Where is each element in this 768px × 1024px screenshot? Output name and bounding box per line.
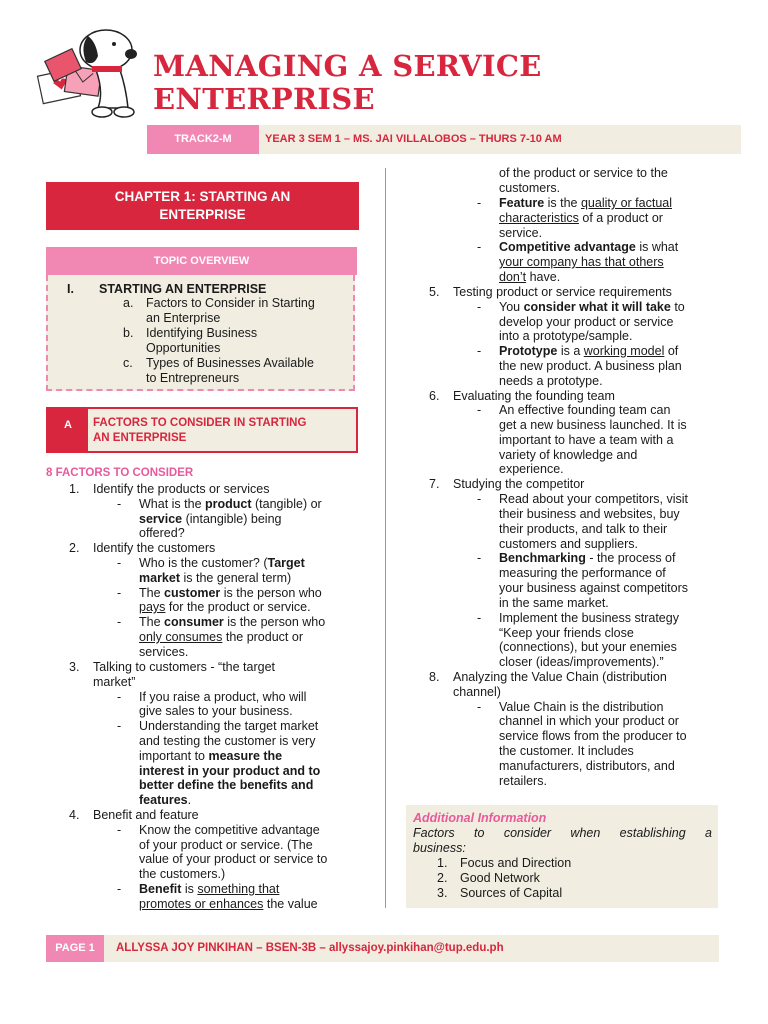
list-item: Identify the products or services (93, 482, 270, 496)
list-number: 7. (429, 477, 440, 491)
list-text: The consumer is the person who (139, 615, 326, 629)
list-text: Competitive advantage is what (499, 240, 679, 254)
list-text: important to measure the (139, 749, 283, 763)
list-text: Prototype is a working model of (499, 344, 679, 358)
page-number: PAGE 1 (46, 935, 104, 962)
bullet-dash: - (477, 700, 482, 714)
list-text: only consumes the product or (139, 630, 303, 644)
list-text: variety of knowledge and (499, 448, 638, 462)
list-text: manufacturers, distributors, and (499, 759, 675, 773)
list-text: (connections), but your enemies (499, 640, 677, 654)
title-line-2: ENTERPRISE (153, 82, 375, 116)
track-tag: TRACK2-M (147, 125, 259, 154)
list-item: Focus and Direction (460, 856, 572, 870)
list-number: 4. (69, 808, 80, 822)
bullet-dash: - (477, 300, 482, 314)
list-text: channel in which your product or (499, 714, 679, 728)
list-item: Identify the customers (93, 541, 216, 555)
list-text: give sales to your business. (139, 704, 293, 718)
bullet-dash: - (117, 586, 122, 600)
overview-subitem-text: Types of Businesses Available (146, 356, 314, 370)
list-text: of the product or service to the (499, 166, 668, 180)
bullet-dash: - (477, 492, 482, 506)
list-text: interest in your product and to (139, 764, 321, 778)
section-label: FACTORS TO CONSIDER IN STARTING AN ENTERPRISE (93, 417, 307, 444)
list-text: measuring the performance of (499, 566, 666, 580)
list-item: channel) (453, 685, 501, 699)
list-item: Talking to customers - “the target (93, 660, 276, 674)
list-text: services. (139, 645, 189, 659)
list-text: Know the competitive advantage (139, 823, 320, 837)
list-text: An effective founding team can (499, 403, 671, 417)
title-line-1: MANAGING A SERVICE (153, 49, 542, 83)
list-item: Good Network (460, 871, 540, 885)
list-text: customers and suppliers. (499, 537, 638, 551)
list-text: Read about your competitors, visit (499, 492, 688, 506)
list-item: Studying the competitor (453, 477, 585, 491)
list-text: Benchmarking - the process of (499, 551, 676, 565)
overview-subitem-text: an Enterprise (146, 311, 221, 325)
overview-subitem-text: Factors to Consider in Starting (146, 296, 315, 310)
bullet-dash: - (117, 690, 122, 704)
list-number: 3. (69, 660, 80, 674)
column-divider (385, 168, 386, 908)
list-text: Feature is the quality or factual (499, 196, 673, 210)
bullet-dash: - (117, 615, 122, 629)
list-text: better define the benefits and (139, 778, 314, 792)
list-number: 8. (429, 670, 440, 684)
list-text: Implement the business strategy (499, 611, 679, 625)
list-text: and testing the customer is very (139, 734, 316, 748)
list-text: If you raise a product, who will (139, 690, 307, 704)
list-text: Who is the customer? (Target (139, 556, 305, 570)
author-info: ALLYSSA JOY PINKIHAN – BSEN-3B – allyssajoy.pinkihan@tup.edu.ph (116, 942, 504, 954)
list-text: You consider what it will take to (499, 300, 685, 314)
list-text: develop your product or service (499, 315, 674, 329)
list-text: needs a prototype. (499, 374, 603, 388)
list-text: service. (499, 226, 543, 240)
list-text: market is the general term) (139, 571, 292, 585)
list-text: the customers.) (139, 867, 226, 881)
overview-subitem-letter: c. (123, 356, 133, 370)
overview-subitem-letter: a. (123, 296, 134, 310)
list-item: Testing product or service requirements (453, 285, 672, 299)
list-number: 1. (437, 856, 448, 870)
overview-item-number: I. (67, 282, 74, 296)
list-text: “Keep your friends close (499, 626, 634, 640)
list-text: their business and websites, buy (499, 507, 680, 521)
chapter-title (46, 182, 359, 230)
list-text: your company has that others (499, 255, 664, 269)
list-text: Benefit is something that (139, 882, 280, 896)
list-number: 2. (69, 541, 80, 555)
list-text: Understanding the target market (139, 719, 319, 733)
list-text: their products, and talk to their (499, 522, 668, 536)
list-text: experience. (499, 462, 564, 476)
list-item: Evaluating the founding team (453, 389, 615, 403)
bullet-dash: - (117, 497, 122, 511)
list-text: retailers. (499, 774, 547, 788)
list-text: your business against competitors (499, 581, 688, 595)
list-text: customers. (499, 181, 561, 195)
list-text: features. (139, 793, 192, 807)
chapter-title-line-2: ENTERPRISE (159, 207, 246, 222)
list-item: market” (93, 675, 136, 689)
overview-subitem-text: to Entrepreneurs (146, 371, 240, 385)
bullet-dash: - (477, 403, 482, 417)
section-letter: A (48, 409, 88, 451)
list-text: service flows from the producer to (499, 729, 687, 743)
document-title (153, 50, 713, 116)
overview-item-title: STARTING AN ENTERPRISE (99, 282, 267, 296)
list-text: The customer is the person who (139, 586, 322, 600)
list-text: promotes or enhances the value (139, 897, 318, 911)
list-text: service (intangible) being (139, 512, 282, 526)
overview-subitem-letter: b. (123, 326, 134, 340)
list-text: into a prototype/sample. (499, 329, 633, 343)
course-info: YEAR 3 SEM 1 – MS. JAI VILLALOBOS – THURS 7-10 AM (265, 133, 562, 145)
overview-subitem-text: Opportunities (146, 341, 221, 355)
additional-info-title: Additional Information (413, 811, 547, 825)
list-text: value of your product or service to (139, 852, 328, 866)
list-item: Benefit and feature (93, 808, 199, 822)
additional-info-intro: business: (413, 841, 466, 855)
bullet-dash: - (477, 344, 482, 358)
bullet-dash: - (477, 611, 482, 625)
bullet-dash: - (477, 240, 482, 254)
additional-info-intro: Factors to consider when establishing a (413, 826, 712, 840)
list-item: Sources of Capital (460, 886, 563, 900)
list-text: the customer. It includes (499, 744, 634, 758)
bullet-dash: - (117, 556, 122, 570)
list-text: of your product or service. (The (139, 838, 313, 852)
list-item: Analyzing the Value Chain (distribution (453, 670, 667, 684)
bullet-dash: - (117, 823, 122, 837)
factors-heading: 8 FACTORS TO CONSIDER (46, 467, 194, 479)
snoopy-letters-illustration (36, 14, 146, 120)
list-number: 1. (69, 482, 80, 496)
list-text: Value Chain is the distribution (499, 700, 664, 714)
bullet-dash: - (477, 196, 482, 210)
list-text: pays for the product or service. (139, 600, 311, 614)
list-number: 3. (437, 886, 448, 900)
list-text: the new product. A business plan (499, 359, 682, 373)
list-text: closer (ideas/improvements).” (499, 655, 664, 669)
list-number: 2. (437, 871, 448, 885)
list-text: What is the product (tangible) or (139, 497, 322, 511)
list-number: 5. (429, 285, 440, 299)
list-text: important to have a team with a (499, 433, 674, 447)
list-text: characteristics of a product or (499, 211, 663, 225)
bullet-dash: - (477, 551, 482, 565)
chapter-title-line-1: CHAPTER 1: STARTING AN (114, 189, 291, 204)
list-text: in the same market. (499, 596, 609, 610)
list-text: offered? (139, 526, 185, 540)
overview-subitem-text: Identifying Business (146, 326, 258, 340)
section-a-heading (46, 407, 358, 453)
list-text: don’t have. (499, 270, 561, 284)
list-number: 6. (429, 389, 440, 403)
list-text: get a new business launched. It is (499, 418, 687, 432)
bullet-dash: - (117, 882, 122, 896)
topic-overview-heading: TOPIC OVERVIEW (46, 247, 357, 275)
bullet-dash: - (117, 719, 122, 733)
